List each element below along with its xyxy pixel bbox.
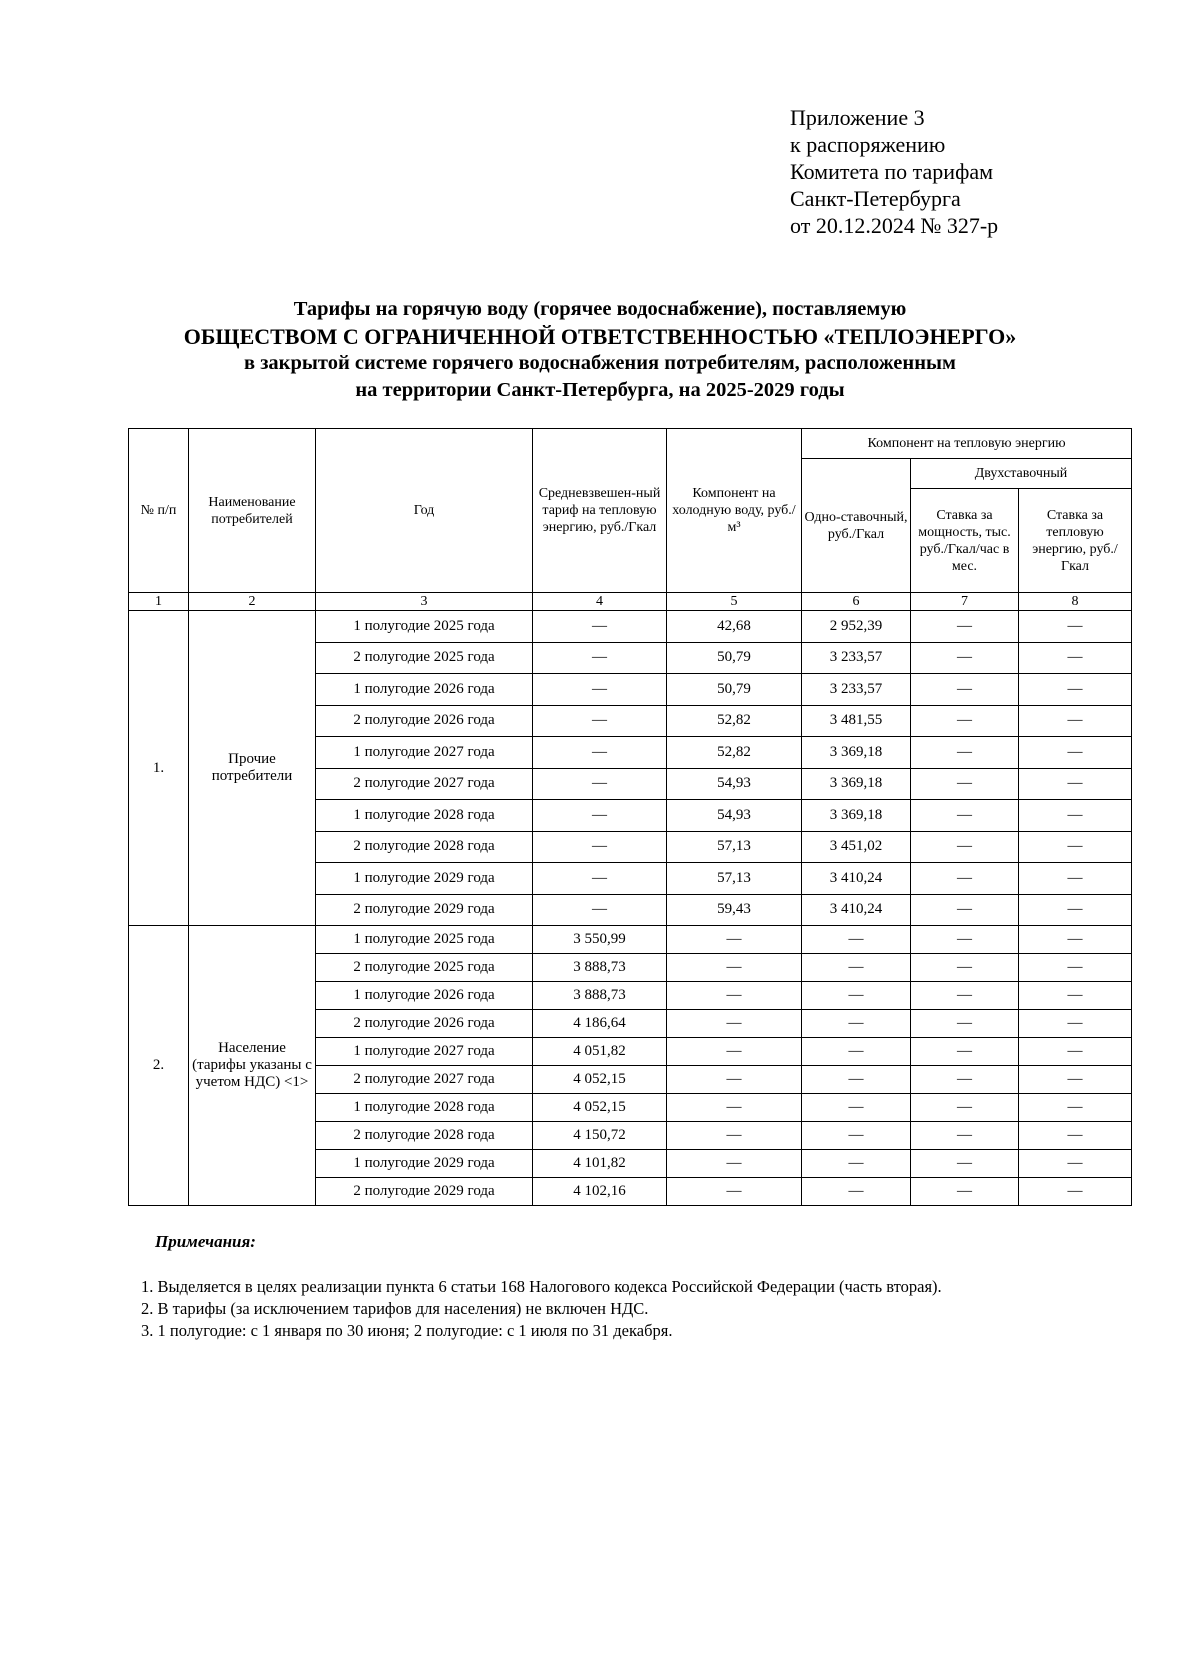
- notes-title: Примечания:: [155, 1232, 256, 1251]
- energy-rate-cell: —: [1019, 611, 1132, 643]
- cold-water-cell: —: [667, 1066, 802, 1094]
- cold-water-cell: 42,68: [667, 611, 802, 643]
- year-cell: 1 полугодие 2027 года: [316, 737, 533, 769]
- year-cell: 1 полугодие 2025 года: [316, 926, 533, 954]
- appendix-line: Санкт-Петербурга: [790, 186, 961, 211]
- note-item: 1. Выделяется в целях реализации пункта 6 статьи 168 Налогового кодекса Российской Федерации (часть вторая).: [141, 1277, 942, 1296]
- avg-tariff-cell: 4 186,64: [533, 1010, 667, 1038]
- cold-water-cell: 50,79: [667, 642, 802, 674]
- cold-water-cell: 59,43: [667, 894, 802, 926]
- avg-tariff-cell: —: [533, 705, 667, 737]
- avg-tariff-cell: 3 888,73: [533, 982, 667, 1010]
- capacity-rate-cell: —: [911, 611, 1019, 643]
- single-rate-cell: 3 233,57: [802, 642, 911, 674]
- year-cell: 2 полугодие 2026 года: [316, 705, 533, 737]
- year-cell: 1 полугодие 2026 года: [316, 674, 533, 706]
- capacity-rate-cell: —: [911, 1094, 1019, 1122]
- avg-tariff-cell: —: [533, 800, 667, 832]
- year-cell: 1 полугодие 2025 года: [316, 611, 533, 643]
- consumer-name: Население (тарифы указаны с учетом НДС) <1>: [189, 926, 316, 1206]
- avg-tariff-cell: 4 052,15: [533, 1066, 667, 1094]
- cold-water-cell: 57,13: [667, 831, 802, 863]
- table-body: [129, 611, 1132, 1206]
- avg-tariff-cell: 4 051,82: [533, 1038, 667, 1066]
- energy-rate-cell: —: [1019, 831, 1132, 863]
- energy-rate-cell: —: [1019, 768, 1132, 800]
- year-cell: 2 полугодие 2027 года: [316, 768, 533, 800]
- cold-water-cell: —: [667, 1122, 802, 1150]
- avg-tariff-cell: —: [533, 674, 667, 706]
- year-cell: 1 полугодие 2029 года: [316, 863, 533, 895]
- single-rate-cell: 3 369,18: [802, 768, 911, 800]
- title-line-2: ОБЩЕСТВОМ С ОГРАНИЧЕННОЙ ОТВЕТСТВЕННОСТЬЮ «ТЕПЛОЭНЕРГО»: [183, 324, 1017, 349]
- table-row: [129, 926, 1132, 954]
- document-title: [0, 296, 1200, 404]
- cold-water-cell: —: [667, 982, 802, 1010]
- avg-tariff-cell: 4 101,82: [533, 1150, 667, 1178]
- energy-rate-cell: —: [1019, 800, 1132, 832]
- cold-water-cell: —: [667, 954, 802, 982]
- capacity-rate-cell: —: [911, 1122, 1019, 1150]
- cold-water-cell: 54,93: [667, 800, 802, 832]
- single-rate-cell: 3 451,02: [802, 831, 911, 863]
- header-cold-water: Компонент на холодную воду, руб./м³: [667, 429, 802, 593]
- year-cell: 2 полугодие 2029 года: [316, 894, 533, 926]
- energy-rate-cell: —: [1019, 894, 1132, 926]
- capacity-rate-cell: —: [911, 1178, 1019, 1206]
- header-avg-tariff: Средневзвешен-ный тариф на тепловую энергию, руб./Гкал: [533, 429, 667, 593]
- year-cell: 1 полугодие 2028 года: [316, 800, 533, 832]
- capacity-rate-cell: —: [911, 642, 1019, 674]
- capacity-rate-cell: —: [911, 954, 1019, 982]
- avg-tariff-cell: 4 052,15: [533, 1094, 667, 1122]
- header-energy-rate: Ставка за тепловую энергию, руб./Гкал: [1019, 489, 1132, 593]
- avg-tariff-cell: 3 550,99: [533, 926, 667, 954]
- energy-rate-cell: —: [1019, 705, 1132, 737]
- cold-water-cell: —: [667, 1094, 802, 1122]
- energy-rate-cell: —: [1019, 674, 1132, 706]
- capacity-rate-cell: —: [911, 674, 1019, 706]
- energy-rate-cell: —: [1019, 1094, 1132, 1122]
- single-rate-cell: 3 410,24: [802, 894, 911, 926]
- capacity-rate-cell: —: [911, 1010, 1019, 1038]
- group-number: 2.: [129, 926, 189, 1206]
- group-number: 1.: [129, 611, 189, 926]
- avg-tariff-cell: —: [533, 831, 667, 863]
- single-rate-cell: —: [802, 1150, 911, 1178]
- table-row: [129, 611, 1132, 643]
- avg-tariff-cell: —: [533, 768, 667, 800]
- single-rate-cell: —: [802, 1122, 911, 1150]
- appendix-line: от 20.12.2024 № 327-р: [790, 213, 999, 238]
- header-capacity-rate: Ставка за мощность, тыс. руб./Гкал/час в мес.: [911, 489, 1019, 593]
- single-rate-cell: —: [802, 954, 911, 982]
- header-single-rate: Одно-ставочный, руб./Гкал: [802, 459, 911, 593]
- column-number: 8: [1019, 593, 1132, 611]
- column-number: 3: [316, 593, 533, 611]
- capacity-rate-cell: —: [911, 800, 1019, 832]
- cold-water-cell: 52,82: [667, 737, 802, 769]
- energy-rate-cell: —: [1019, 863, 1132, 895]
- cold-water-cell: —: [667, 1178, 802, 1206]
- capacity-rate-cell: —: [911, 863, 1019, 895]
- single-rate-cell: —: [802, 982, 911, 1010]
- energy-rate-cell: —: [1019, 737, 1132, 769]
- single-rate-cell: —: [802, 1178, 911, 1206]
- energy-rate-cell: —: [1019, 1178, 1132, 1206]
- title-line-3: в закрытой системе горячего водоснабжения потребителям, расположенным: [244, 352, 956, 374]
- capacity-rate-cell: —: [911, 894, 1019, 926]
- energy-rate-cell: —: [1019, 1038, 1132, 1066]
- avg-tariff-cell: 3 888,73: [533, 954, 667, 982]
- year-cell: 1 полугодие 2028 года: [316, 1094, 533, 1122]
- notes-list: [141, 1276, 942, 1342]
- cold-water-cell: —: [667, 926, 802, 954]
- capacity-rate-cell: —: [911, 982, 1019, 1010]
- cold-water-cell: 57,13: [667, 863, 802, 895]
- appendix-line: Приложение 3: [790, 105, 925, 130]
- tariff-table: [128, 428, 1132, 1206]
- year-cell: 2 полугодие 2028 года: [316, 831, 533, 863]
- energy-rate-cell: —: [1019, 1010, 1132, 1038]
- single-rate-cell: —: [802, 1094, 911, 1122]
- year-cell: 1 полугодие 2026 года: [316, 982, 533, 1010]
- avg-tariff-cell: —: [533, 863, 667, 895]
- note-item: 3. 1 полугодие: с 1 января по 30 июня; 2 полугодие: с 1 июля по 31 декабря.: [141, 1321, 673, 1340]
- year-cell: 1 полугодие 2027 года: [316, 1038, 533, 1066]
- energy-rate-cell: —: [1019, 642, 1132, 674]
- header-heat-component: Компонент на тепловую энергию: [802, 429, 1132, 459]
- header-num: № п/п: [129, 429, 189, 593]
- column-number: 6: [802, 593, 911, 611]
- avg-tariff-cell: 4 150,72: [533, 1122, 667, 1150]
- avg-tariff-cell: —: [533, 737, 667, 769]
- energy-rate-cell: —: [1019, 1150, 1132, 1178]
- energy-rate-cell: —: [1019, 954, 1132, 982]
- energy-rate-cell: —: [1019, 982, 1132, 1010]
- appendix-line: к распоряжению: [790, 132, 946, 157]
- single-rate-cell: —: [802, 1038, 911, 1066]
- single-rate-cell: —: [802, 1066, 911, 1094]
- single-rate-cell: —: [802, 926, 911, 954]
- cold-water-cell: 54,93: [667, 768, 802, 800]
- capacity-rate-cell: —: [911, 1150, 1019, 1178]
- title-line-1: Тарифы на горячую воду (горячее водоснабжение), поставляемую: [293, 298, 907, 320]
- single-rate-cell: 3 233,57: [802, 674, 911, 706]
- year-cell: 2 полугодие 2027 года: [316, 1066, 533, 1094]
- year-cell: 2 полугодие 2025 года: [316, 954, 533, 982]
- avg-tariff-cell: 4 102,16: [533, 1178, 667, 1206]
- single-rate-cell: 3 369,18: [802, 737, 911, 769]
- capacity-rate-cell: —: [911, 705, 1019, 737]
- capacity-rate-cell: —: [911, 768, 1019, 800]
- single-rate-cell: —: [802, 1010, 911, 1038]
- year-cell: 2 полугодие 2026 года: [316, 1010, 533, 1038]
- avg-tariff-cell: —: [533, 611, 667, 643]
- cold-water-cell: 50,79: [667, 674, 802, 706]
- column-number: 2: [189, 593, 316, 611]
- year-cell: 2 полугодие 2025 года: [316, 642, 533, 674]
- single-rate-cell: 3 481,55: [802, 705, 911, 737]
- header-consumer: Наименование потребителей: [189, 429, 316, 593]
- cold-water-cell: 52,82: [667, 705, 802, 737]
- cold-water-cell: —: [667, 1038, 802, 1066]
- energy-rate-cell: —: [1019, 1122, 1132, 1150]
- single-rate-cell: 3 410,24: [802, 863, 911, 895]
- year-cell: 2 полугодие 2028 года: [316, 1122, 533, 1150]
- column-number: 5: [667, 593, 802, 611]
- capacity-rate-cell: —: [911, 1066, 1019, 1094]
- capacity-rate-cell: —: [911, 737, 1019, 769]
- capacity-rate-cell: —: [911, 831, 1019, 863]
- title-line-4: на территории Санкт-Петербурга, на 2025-2029 годы: [355, 379, 845, 401]
- avg-tariff-cell: —: [533, 894, 667, 926]
- consumer-name: Прочие потребители: [189, 611, 316, 926]
- cold-water-cell: —: [667, 1150, 802, 1178]
- single-rate-cell: 3 369,18: [802, 800, 911, 832]
- column-number-row: [129, 593, 1132, 611]
- capacity-rate-cell: —: [911, 926, 1019, 954]
- appendix-block: [790, 104, 998, 239]
- note-item: 2. В тарифы (за исключением тарифов для населения) не включен НДС.: [141, 1299, 649, 1318]
- capacity-rate-cell: —: [911, 1038, 1019, 1066]
- cold-water-cell: —: [667, 1010, 802, 1038]
- column-number: 4: [533, 593, 667, 611]
- single-rate-cell: 2 952,39: [802, 611, 911, 643]
- column-number: 7: [911, 593, 1019, 611]
- header-year: Год: [316, 429, 533, 593]
- appendix-line: Комитета по тарифам: [790, 159, 994, 184]
- avg-tariff-cell: —: [533, 642, 667, 674]
- energy-rate-cell: —: [1019, 1066, 1132, 1094]
- column-number: 1: [129, 593, 189, 611]
- year-cell: 2 полугодие 2029 года: [316, 1178, 533, 1206]
- header-two-part: Двухставочный: [911, 459, 1132, 489]
- year-cell: 1 полугодие 2029 года: [316, 1150, 533, 1178]
- energy-rate-cell: —: [1019, 926, 1132, 954]
